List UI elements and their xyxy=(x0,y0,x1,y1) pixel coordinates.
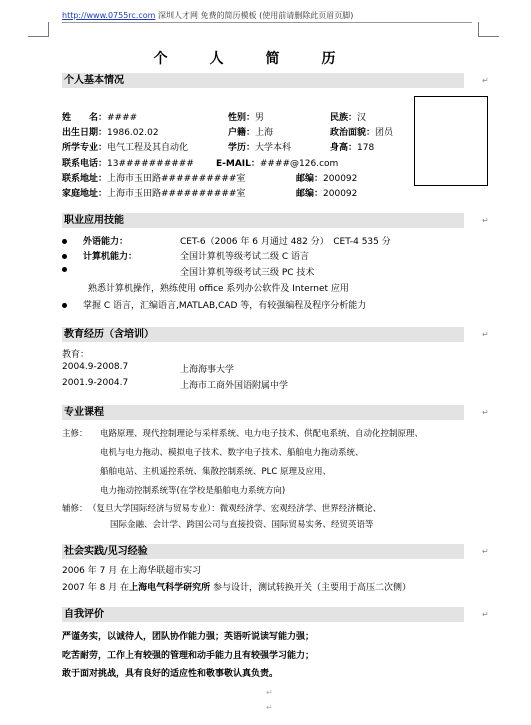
skill-computer-value-2: 全国计算机等级考试三级 PC 技术 xyxy=(180,268,315,278)
courses-minor-line: 国际金融、会计学、跨国公司与直接投资、国际贸易实务、经贸英语等 xyxy=(110,520,374,530)
paragraph-mark: ↵ xyxy=(266,703,273,712)
row-height: 身高：178 xyxy=(330,143,375,153)
section-skills: 职业应用技能 xyxy=(62,213,464,228)
row-degree: 学历：大学本科 xyxy=(228,143,292,153)
page-header xyxy=(62,10,353,21)
header-text: 深圳人才网 免费的简历模板 (使用前请删除此页眉页脚) xyxy=(155,11,354,20)
section-self: 自我评价 xyxy=(62,607,464,622)
row-contact-address: 联系地址：上海市玉田路##########室 xyxy=(62,174,246,184)
row-ethnicity: 民族：汉 xyxy=(330,113,367,123)
row-zip2: 邮编：200092 xyxy=(296,189,358,199)
section-courses: 专业课程 xyxy=(62,405,464,420)
paragraph-mark: ↵ xyxy=(482,610,489,619)
paragraph-mark: ↵ xyxy=(482,76,489,85)
section-practice: 社会实践/见习经验 xyxy=(62,544,464,559)
skill-foreign: 外语能力： xyxy=(62,234,128,247)
self-line: 敢于面对挑战，具有良好的适应性和敬事敬认真负责。 xyxy=(62,669,279,679)
courses-main-line: 电机与电力拖动、模拟电子技术、数字电子技术、船舶电力拖动系统、 xyxy=(100,448,364,458)
education-period: 2004.9-2008.7 xyxy=(62,362,129,372)
courses-minor-label: 辅修： xyxy=(62,504,88,514)
paragraph-mark: ↵ xyxy=(482,216,489,225)
courses-main-line: 电路原理、现代控制理论与采样系统、电力电子技术、供配电系统、自动化控制原理、 xyxy=(100,429,424,439)
courses-main-line: 船舶电站、主机遥控系统、集散控制系统、PLC 原理及应用、 xyxy=(100,467,332,477)
photo-frame xyxy=(414,96,488,186)
row-home-address: 家庭地址：上海市玉田路##########室 xyxy=(62,189,246,199)
paragraph-mark: ↵ xyxy=(482,330,489,339)
practice-line: 2006 年 7 月 在上海华联超市实习 xyxy=(62,566,202,576)
crop-mark-right xyxy=(478,22,499,37)
bullet-icon xyxy=(62,267,67,272)
section-basic: 个人基本情况 xyxy=(62,73,464,88)
practice-line: 2007 年 8 月 在上海电气科学研究所 参与设计，测试转换开关（主要用于高压二次侧） xyxy=(62,583,411,593)
paragraph-mark: ↵ xyxy=(482,547,489,556)
row-gender: 性别：男 xyxy=(228,113,265,123)
row-phone: 联系电话：13########## xyxy=(62,159,194,169)
courses-main-label: 主修： xyxy=(62,429,88,439)
row-birth: 出生日期：1986.02.02 xyxy=(62,128,159,138)
skill-computer-4: 掌握 C 语言，汇编语言,MATLAB,CAD 等，有较强编程及程序分析能力 xyxy=(62,298,366,311)
courses-main-line: 电力拖动控制系统等(在学校是船舶电力系统方向) xyxy=(100,486,286,496)
education-period: 2001.9-2004.7 xyxy=(62,378,129,388)
skill-foreign-value: CET-6（2006 年 6 月通过 482 分） CET-4 535 分 xyxy=(180,237,391,247)
education-label: 教育： xyxy=(62,350,90,360)
page-title: 个人简历 xyxy=(153,51,378,67)
section-education: 教育经历（含培训） xyxy=(62,327,464,342)
row-political: 政治面貌：团员 xyxy=(330,128,394,138)
row-zip: 邮编：200092 xyxy=(296,174,358,184)
courses-minor-line: （复旦大学国际经济与贸易专业）：微观经济学、宏观经济学、世界经济概论、 xyxy=(88,504,382,514)
row-email: E-MAIL：####@126.com xyxy=(216,159,339,169)
self-line: 严谨务实，以诚待人，团队协作能力强；英语听说读写能力强； xyxy=(62,632,315,642)
skill-computer-2 xyxy=(62,265,83,275)
skill-computer-value-1: 全国计算机等级考试二级 C 语言 xyxy=(180,252,310,262)
bullet-icon xyxy=(62,239,67,244)
row-hukou: 户籍：上海 xyxy=(228,128,274,138)
self-line: 吃苦耐劳，工作上有较强的管理和动手能力且有较强学习能力； xyxy=(62,651,315,661)
bullet-icon xyxy=(62,303,67,308)
skill-computer: 计算机能力： xyxy=(62,249,137,262)
paragraph-mark: ↵ xyxy=(266,688,273,697)
row-name: 姓 名：#### xyxy=(62,113,138,123)
row-major: 所学专业：电气工程及其自动化 xyxy=(62,143,189,153)
paragraph-mark: ↵ xyxy=(482,408,489,417)
crop-mark-left xyxy=(28,22,49,37)
education-school: 上海海事大学 xyxy=(180,365,235,375)
skill-computer-value-3: 熟悉计算机操作，熟练使用 office 系列办公软件及 Internet 应用 xyxy=(88,284,349,294)
bullet-icon xyxy=(62,254,67,259)
education-school: 上海市工商外国语附属中学 xyxy=(180,381,289,391)
site-link[interactable]: http://www.0755rc.com xyxy=(62,11,156,20)
header-rule xyxy=(62,22,472,23)
